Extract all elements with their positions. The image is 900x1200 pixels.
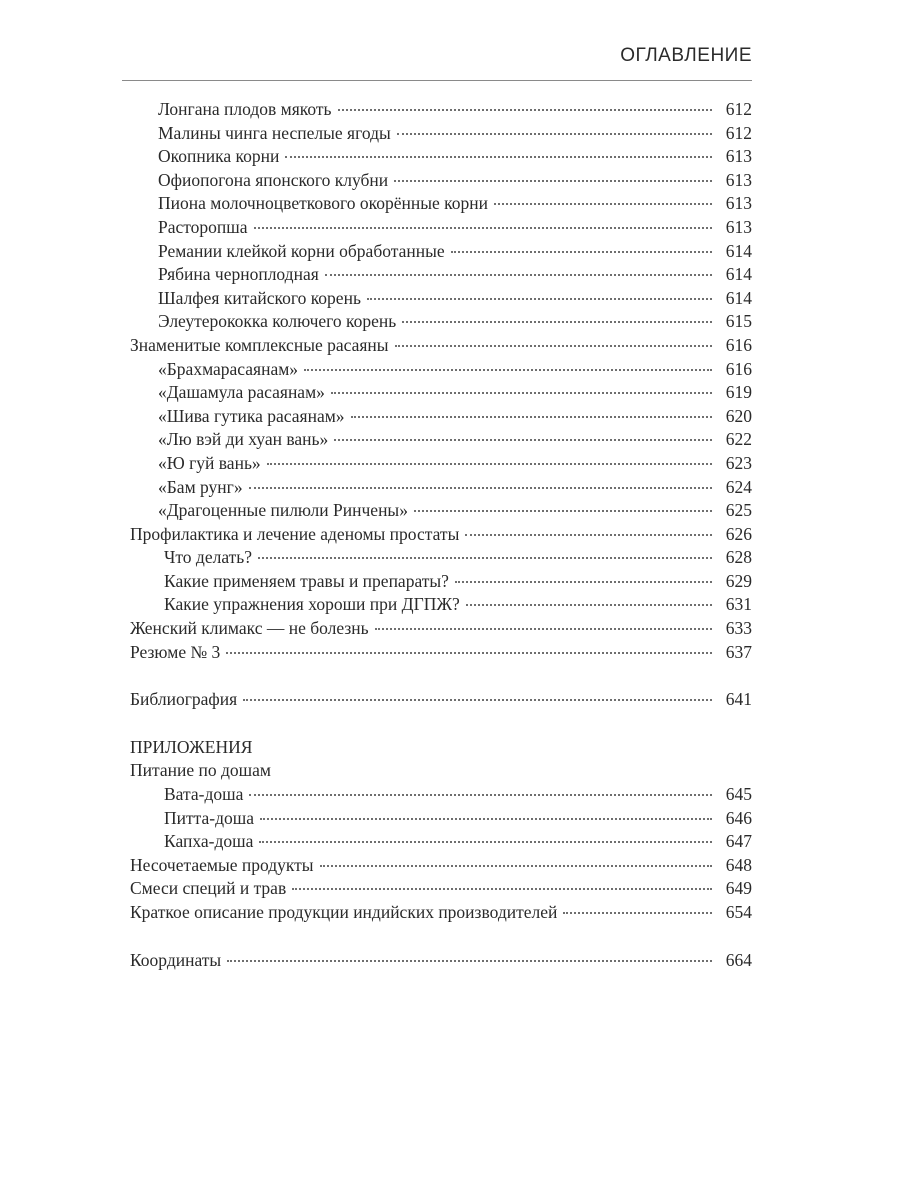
toc-entry-title: Координаты	[130, 949, 222, 970]
toc-entry-title: Какие применяем травы и препараты?	[164, 570, 449, 591]
toc-group-main	[130, 98, 752, 664]
toc-entry-title: Библиография	[130, 689, 238, 710]
toc-entry[interactable]	[130, 830, 752, 854]
dot-leader	[259, 841, 712, 843]
toc-entry[interactable]	[130, 877, 752, 901]
toc-entry-title: Капха-доша	[164, 831, 254, 852]
toc-entry[interactable]	[130, 688, 752, 712]
dot-leader	[367, 298, 712, 300]
toc-entry-page: 623	[725, 452, 752, 473]
toc-entry-title: Расторопша	[158, 216, 248, 237]
dot-leader	[334, 439, 712, 441]
dot-leader	[260, 818, 712, 820]
toc-entry[interactable]	[130, 452, 752, 476]
toc-entry-page: 633	[725, 618, 752, 639]
toc-entry-page: 646	[725, 807, 752, 828]
toc-entry-title: Смеси специй и трав	[130, 878, 287, 899]
toc-entry[interactable]	[130, 405, 752, 429]
toc-entry-page: 614	[725, 287, 752, 308]
toc-entry[interactable]	[130, 499, 752, 523]
toc-entry-title: Знаменитые комплексные расаяны	[130, 334, 389, 355]
toc-entry-page: 613	[725, 193, 752, 214]
toc-entry-page: 645	[725, 784, 752, 805]
toc-entry-page: 614	[725, 240, 752, 261]
dot-leader	[226, 652, 712, 654]
toc-entry[interactable]	[130, 949, 752, 973]
toc-entry[interactable]	[130, 476, 752, 500]
dot-leader	[254, 227, 712, 229]
toc-group-appendix	[130, 783, 752, 925]
toc-entry[interactable]	[130, 216, 752, 240]
toc-entry-title: Краткое описание продукции индийских производителей	[130, 902, 558, 922]
appendix-heading: ПРИЛОЖЕНИЯ	[130, 736, 253, 757]
toc-entry-title: «Ю гуй вань»	[158, 452, 261, 473]
table-of-contents	[130, 98, 752, 972]
dot-leader	[397, 133, 712, 135]
toc-entry-title: «Брахмарасаянам»	[158, 358, 299, 379]
toc-entry[interactable]	[130, 310, 752, 334]
toc-entry-page: 629	[725, 570, 752, 591]
toc-entry[interactable]	[130, 98, 752, 122]
toc-entry-title: Какие упражнения хороши при ДГПЖ?	[164, 594, 460, 615]
spacer	[130, 925, 752, 949]
dot-leader	[466, 604, 712, 606]
dot-leader	[394, 180, 712, 182]
toc-entry-page: 613	[725, 216, 752, 237]
toc-entry-title: Офиопогона японского клубни	[158, 169, 389, 190]
dot-leader	[563, 912, 712, 914]
dot-leader	[243, 699, 712, 701]
dot-leader	[338, 109, 712, 111]
toc-entry[interactable]	[130, 240, 752, 264]
toc-entry-title: Ремании клейкой корни обработанные	[158, 240, 445, 261]
toc-entry-page: 612	[725, 99, 752, 119]
toc-entry-page: 648	[725, 854, 752, 875]
toc-entry-page: 615	[725, 311, 752, 332]
dot-leader	[325, 274, 712, 276]
toc-entry-page: 625	[725, 500, 752, 521]
toc-entry-page: 649	[725, 878, 752, 899]
toc-entry-page: 616	[725, 358, 752, 379]
dot-leader	[267, 463, 712, 465]
dot-leader	[320, 865, 712, 867]
dot-leader	[249, 794, 712, 796]
dot-leader	[395, 345, 712, 347]
toc-entry-page: 619	[725, 382, 752, 403]
toc-entry-page: 647	[725, 831, 752, 852]
toc-entry[interactable]	[130, 122, 752, 146]
toc-entry-title: «Лю вэй ди хуан вань»	[158, 429, 329, 450]
dot-leader	[494, 203, 712, 205]
toc-entry-page: 614	[725, 264, 752, 285]
toc-entry-title: Рябина черноплодная	[158, 264, 319, 285]
toc-entry-title: Профилактика и лечение аденомы простаты	[130, 523, 460, 544]
toc-entry[interactable]	[130, 381, 752, 405]
toc-entry-title: «Бам рунг»	[158, 476, 243, 497]
toc-entry[interactable]	[130, 263, 752, 287]
toc-entry-page: 613	[725, 169, 752, 190]
toc-entry-page: 641	[725, 689, 752, 710]
toc-entry[interactable]	[130, 854, 752, 878]
toc-entry-page: 624	[725, 476, 752, 497]
toc-entry-title: «Шива гутика расаянам»	[158, 405, 345, 426]
toc-entry-title: Окопника корни	[158, 146, 280, 167]
dot-leader	[451, 251, 712, 253]
toc-entry[interactable]	[130, 546, 752, 570]
toc-entry-page: 620	[725, 405, 752, 426]
toc-entry-title: Женский климакс — не болезнь	[130, 618, 369, 639]
toc-bibliography	[130, 688, 752, 712]
toc-entry-page: 613	[725, 146, 752, 167]
toc-entry[interactable]	[130, 145, 752, 169]
toc-entry-title: Элеутерококка колючего корень	[158, 311, 397, 332]
running-head-title: ОГЛАВЛЕНИЕ	[620, 45, 752, 66]
dot-leader	[402, 321, 712, 323]
toc-entry-page: 631	[725, 594, 752, 615]
spacer	[130, 664, 752, 688]
toc-entry[interactable]	[130, 783, 752, 807]
toc-coordinates	[130, 949, 752, 973]
dot-leader	[351, 416, 712, 418]
toc-entry[interactable]	[130, 807, 752, 831]
toc-entry-title: «Дашамула расаянам»	[158, 382, 325, 403]
toc-entry[interactable]	[130, 192, 752, 216]
toc-entry[interactable]	[130, 523, 752, 547]
toc-entry-page: 626	[725, 523, 752, 544]
toc-entry[interactable]	[130, 287, 752, 311]
dot-leader	[414, 510, 712, 512]
toc-entry-page: 664	[725, 949, 752, 970]
toc-entry-page: 622	[725, 429, 752, 450]
dot-leader	[331, 392, 712, 394]
toc-entry[interactable]	[130, 593, 752, 617]
toc-entry-title: Вата-доша	[164, 784, 244, 805]
toc-entry-title: Лонгана плодов мякоть	[158, 99, 332, 119]
toc-entry[interactable]	[130, 617, 752, 641]
toc-entry[interactable]	[130, 358, 752, 382]
toc-entry-title: Что делать?	[164, 547, 253, 568]
toc-entry-title: Малины чинга неспелые ягоды	[158, 122, 391, 143]
dot-leader	[258, 557, 712, 559]
dot-leader	[304, 369, 712, 371]
toc-entry-page: 616	[725, 334, 752, 355]
spacer	[130, 712, 752, 736]
toc-entry-title: «Драгоценные пилюли Ринчены»	[158, 500, 408, 521]
toc-entry-title: Питта-доша	[164, 807, 255, 828]
appendix-subheading: Питание по дошам	[130, 760, 271, 781]
dot-leader	[285, 156, 712, 158]
toc-entry-page: 654	[725, 902, 752, 922]
toc-entry-page: 637	[725, 641, 752, 662]
dot-leader	[375, 628, 712, 630]
toc-entry-title: Несочетаемые продукты	[130, 854, 314, 875]
dot-leader	[465, 534, 712, 536]
toc-entry-page: 628	[725, 547, 752, 568]
toc-entry-page: 612	[725, 122, 752, 143]
toc-entry[interactable]	[130, 428, 752, 452]
toc-entry[interactable]	[130, 901, 752, 925]
toc-entry[interactable]	[130, 169, 752, 193]
toc-entry[interactable]	[130, 570, 752, 594]
dot-leader	[292, 888, 712, 890]
toc-entry-title: Пиона молочноцветкового окорённые корни	[158, 193, 488, 214]
toc-entry[interactable]	[130, 334, 752, 358]
dot-leader	[455, 581, 712, 583]
header-rule	[122, 80, 752, 81]
toc-entry-title: Резюме № 3	[130, 641, 221, 662]
dot-leader	[227, 960, 712, 962]
toc-entry[interactable]	[130, 641, 752, 665]
toc-entry-title: Шалфея китайского корень	[158, 287, 361, 308]
dot-leader	[249, 487, 712, 489]
